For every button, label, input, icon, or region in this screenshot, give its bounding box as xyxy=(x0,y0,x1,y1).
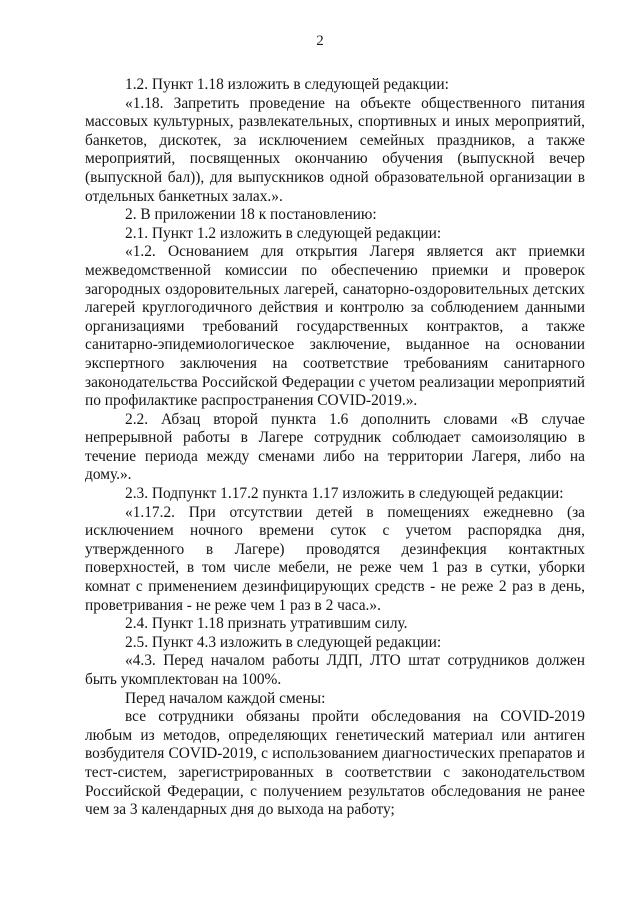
paragraph-1-2-text: «1.2. Основанием для открытия Лагеря является акт приемки межведомственной комиссии по обеспечению приемки и проверок загородных оздоровительных лагерей, санаторно-оздоровительных детских лагерей круглогодичного действия и контролю за соблюдением данными организациями требований государственных контрактов, а также санитарно-эпидемиологическое заключение, выданное на основании экспертного заключения на соответствие требованиям санитарного законодательства Российской Федерации с учетом реализации мероприятий по профилактике распространения COVID-2019.». xyxy=(85,243,585,410)
paragraph-appendix-18: 2. В приложении 18 к постановлению: xyxy=(125,206,377,224)
paragraph-2-5-heading: 2.5. Пункт 4.3 изложить в следующей редакции: xyxy=(125,633,442,651)
page-number: 2 xyxy=(316,33,324,49)
document-body xyxy=(85,76,585,820)
paragraph-1-18-text: «1.18. Запретить проведение на объекте общественного питания массовых культурных, развлекательных, спортивных и иных мероприятий, банкетов, дискотек, за исключением семейных праздников, а также мероприятий, посвященных окончанию обучения (выпускной вечер (выпускной бал)), для выпускников одной образовательной организации в отдельных банкетных залах.». xyxy=(85,94,585,205)
paragraph-1-2-heading: 1.2. Пункт 1.18 изложить в следующей редакции: xyxy=(125,76,449,93)
paragraph-1-17-2-text: «1.17.2. При отсутствии детей в помещениях ежедневно (за исключением ночного времени суток с учетом распорядка дня, утвержденного в Лагере) проводятся дезинфекция контактных поверхностей, в том числе мебели, не реже чем 1 раз в сутки, уборки комнат с применением дезинфицирующих средств - не реже 2 раз в день, проветривания - не реже чем 1 раз в 2 часа.». xyxy=(85,503,585,614)
paragraph-4-3-text: «4.3. Перед началом работы ЛДП, ЛТО штат сотрудников должен быть укомплектован на 100%. xyxy=(85,652,585,688)
paragraph-staff-testing: все сотрудники обязаны пройти обследования на COVID-2019 любым из методов, определяющих генетический материал или антиген возбудителя COVID-2019, с использованием диагностических препаратов и тест-систем, зарегистрированных в соответствии с законодательством Российской Федерации, с получением результатов обследования не ранее чем за 3 календарных дня до выхода на работу; xyxy=(85,708,585,819)
paragraph-2-2: 2.2. Абзац второй пункта 1.6 дополнить словами «В случае непрерывной работы в Лагере сотрудник соблюдает самоизоляцию в течение периода между сменами либо на территории Лагеря, либо на дому.». xyxy=(85,410,585,484)
paragraph-2-1-heading: 2.1. Пункт 1.2 изложить в следующей редакции: xyxy=(125,224,442,242)
paragraph-2-4: 2.4. Пункт 1.18 признать утратившим силу. xyxy=(125,615,408,633)
paragraph-2-3-heading: 2.3. Подпункт 1.17.2 пункта 1.17 изложить в следующей редакции: xyxy=(125,485,564,503)
paragraph-before-shift: Перед началом каждой смены: xyxy=(125,689,326,707)
